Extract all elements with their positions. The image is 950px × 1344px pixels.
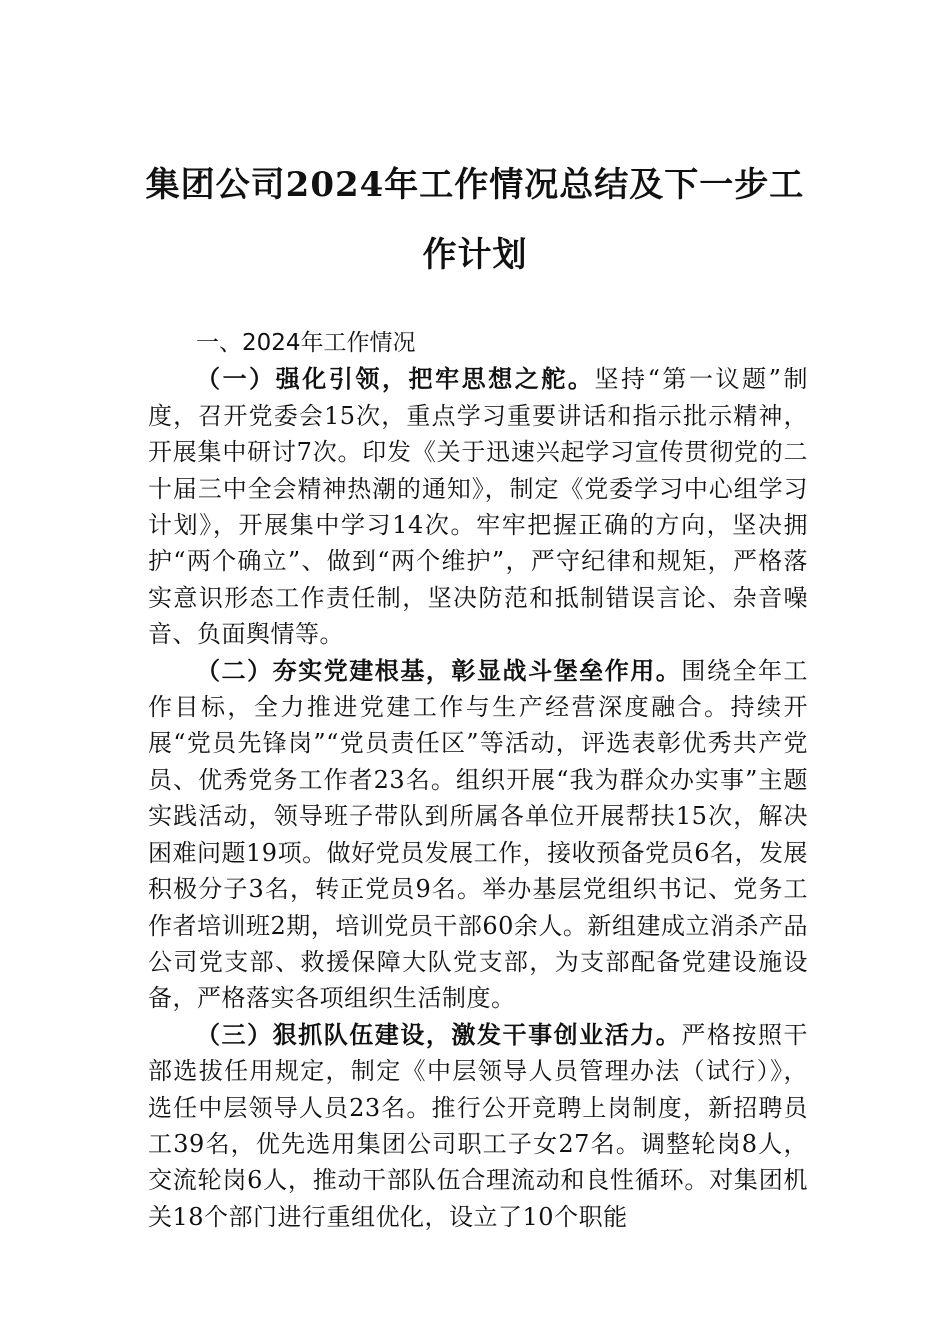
paragraph	[148, 653, 808, 1017]
paragraph-lead: （二）夯实党建根基，彰显战斗堡垒作用。	[196, 655, 682, 685]
paragraph-text: 围绕全年工作目标，全力推进党建工作与生产经营深度融合。持续开展“党员先锋岗”“党员责任区”等活动，评选表彰优秀共产党员、优秀党务工作者23名。组织开展“我为群众办实事”主题实践活动，领导班子带队到所属各单位开展帮扶15次，解决困难问题19项。做好党员发展工作，接收预备党员6名，发展积极分子3名，转正党员9名。举办基层党组织书记、党务工作者培训班2期，培训党员干部60余人。新组建成立消杀产品公司党支部、救援保障大队党支部，为支部配备党建设施设备，严格落实各项组织生活制度。	[148, 656, 809, 1013]
title-line-2: 作计划	[422, 235, 528, 275]
paragraph-text: 严格按照干部选拔任用规定，制定《中层领导人员管理办法（试行）》，选任中层领导人员23名。推行公开竞聘上岗制度，新招聘员工39名，优先选用集团公司职工子女27名。调整轮岗8人，交流轮岗6人，推动干部队伍合理流动和良性循环。对集团机关18个部门进行重组优化，设立了10个职能	[148, 1020, 809, 1231]
document-body	[148, 325, 808, 1235]
document-title	[140, 150, 810, 290]
paragraph-text: 坚持“第一议题”制度，召开党委会15次，重点学习重要讲话和指示批示精神，开展集中研讨7次。印发《关于迅速兴起学习宣传贯彻党的二十届三中全会精神热潮的通知》，制定《党委学习中心组学习计划》，开展集中学习14次。牢牢把握正确的方向，坚决拥护“两个确立”、做到“两个维护”，严守纪律和规矩，严格落实意识形态工作责任制，坚决防范和抵制错误言论、杂音噪音、负面舆情等。	[148, 365, 808, 649]
paragraph-lead: （一）强化引领，把牢思想之舵。	[196, 364, 595, 394]
section-heading: 一、2024年工作情况	[196, 330, 416, 356]
title-line-1: 集团公司2024年工作情况总结及下一步工	[145, 165, 805, 205]
paragraph	[148, 361, 808, 652]
paragraph	[148, 1017, 808, 1235]
paragraph-lead: （三）狠抓队伍建设，激发干事创业活力。	[196, 1019, 682, 1049]
